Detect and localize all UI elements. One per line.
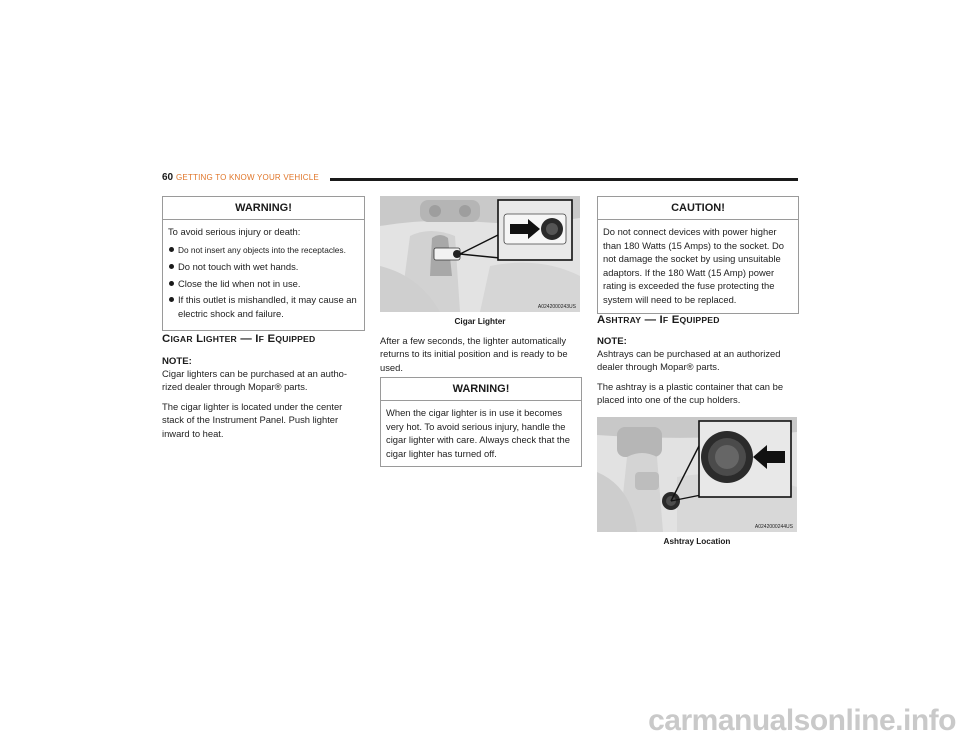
warning-item: Do not insert any objects into the receptacles. <box>168 243 359 258</box>
cigar-lighter-caption: Cigar Lighter <box>454 317 506 326</box>
bullet-icon <box>169 297 174 302</box>
note-label: NOTE: <box>162 356 192 367</box>
bullet-icon <box>169 264 174 269</box>
cigar-lighter-heading: CIGAR LIGHTER — IF EQUIPPED <box>162 333 316 345</box>
cigar-lighter-illustration <box>380 196 580 312</box>
cigar-body-text: The cigar lighter is located under the center stack of the Instrument Panel. Push lighter inward to heat. <box>162 401 343 439</box>
warning-title: WARNING! <box>381 378 581 401</box>
ashtray-body-text: The ashtray is a plastic container that can be placed into one of the cup holders. <box>597 381 784 406</box>
bullet-icon <box>169 247 174 252</box>
bullet-icon <box>169 281 174 286</box>
watermark: carmanualsonline.info <box>648 704 956 737</box>
ashtray-heading: ASHTRAY — IF EQUIPPED <box>597 314 720 326</box>
warning-list <box>168 243 359 321</box>
ashtray-illustration <box>597 417 797 532</box>
ashtray-caption: Ashtray Location <box>663 537 731 546</box>
caution-box <box>597 196 799 314</box>
lighter-return-text: After a few seconds, the lighter automatically returns to its initial position and is ready to be used. <box>380 335 568 373</box>
caution-body: Do not connect devices with power higher than 180 Watts (15 Amps) to the socket. Do not damage the socket by using unsuitable adaptors. If the 180 Watt (15 Amp) power rating is exceeded the fuse protecting the system will need to be replaced. <box>603 226 784 305</box>
warning-intro: To avoid serious injury or death: <box>168 226 301 237</box>
note-label: NOTE: <box>597 336 627 347</box>
section-title: GETTING TO KNOW YOUR VEHICLE <box>176 173 319 182</box>
cigar-lighter-figure <box>380 196 580 312</box>
page-header <box>162 172 798 186</box>
page-number: 60 <box>162 172 174 183</box>
figure-code: A0242000244US <box>754 524 793 530</box>
figure-code: A0242000243US <box>537 304 576 310</box>
warning-item: Close the lid when not in use. <box>168 277 359 291</box>
cigar-note <box>162 356 360 394</box>
warning-body: When the cigar lighter is in use it becomes very hot. To avoid serious injury, handle the cigar lighter with care. Always check that the cigar lighter has turned off. <box>386 407 570 459</box>
warning-item: Do not touch with wet hands. <box>168 260 359 274</box>
caution-title: CAUTION! <box>598 197 798 220</box>
warning-item: If this outlet is mishandled, it may cause an electric shock and failure. <box>168 293 359 320</box>
warning-box-objects <box>162 196 365 331</box>
ashtray-figure <box>597 417 797 532</box>
ashtray-note <box>597 336 797 374</box>
note-text: Ashtrays can be purchased at an authorized dealer through Mopar® parts. <box>597 348 781 373</box>
warning-box-hot <box>380 377 582 467</box>
note-text: Cigar lighters can be purchased at an authorized dealer through Mopar® parts. <box>162 368 348 393</box>
warning-title: WARNING! <box>163 197 364 220</box>
header-rule <box>330 178 798 181</box>
